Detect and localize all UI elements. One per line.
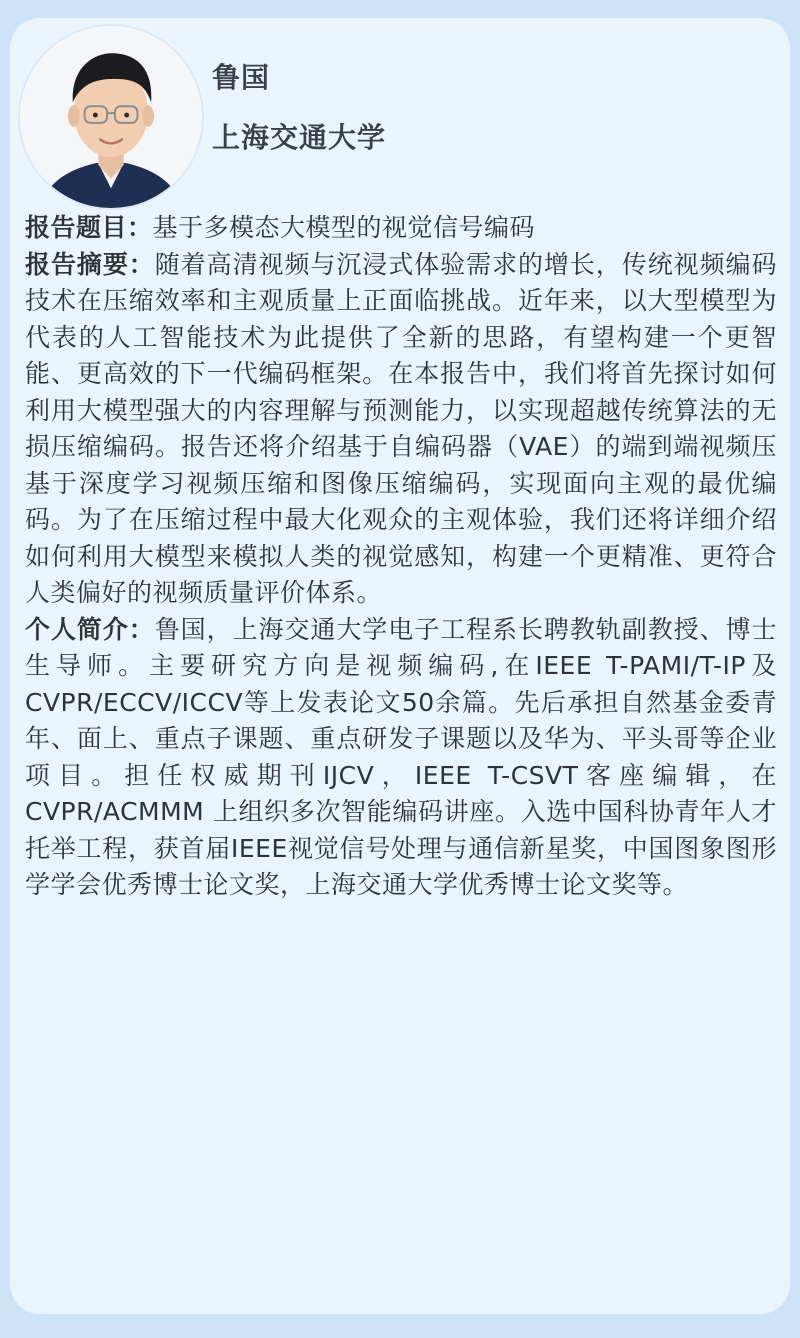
- speaker-photo: [20, 26, 202, 208]
- talk-title-label: 报告题目：: [25, 213, 153, 242]
- speaker-name: 鲁国: [212, 61, 271, 94]
- talk-title: 基于多模态大模型的视觉信号编码: [152, 213, 536, 242]
- talk-title-section: [25, 210, 777, 247]
- speaker-card: [10, 18, 790, 1314]
- talk-abstract: 随着高清视频与沉浸式体验需求的增长，传统视频编码技术在压缩效率和主观质量上正面临挑战。近年来，以大型模型为代表的人工智能技术为此提供了全新的思路，有望构建一个更智能、更高效的下一代编码框架。在本报告中，我们将首先探讨如何利用大模型强大的内容理解与预测能力，以实现超越传统算法的无损压缩编码。报告还将介绍基于自编码器（VAE）的端到端视频压基于深度学习视频压缩和图像压缩编码，实现面向主观的最优编码。为了在压缩过程中最大化观众的主观体验，我们还将详细介绍如何利用大模型来模拟人类的视觉感知，构建一个更精准、更符合人类偏好的视频质量评价体系。: [25, 249, 777, 607]
- speaker-affiliation: 上海交通大学: [212, 121, 387, 154]
- talk-abstract-label: 报告摘要：: [25, 249, 155, 279]
- bio-label: 个人简介：: [25, 614, 155, 644]
- talk-abstract-section: [25, 247, 777, 612]
- bio-section: [25, 612, 777, 904]
- bio-text: 鲁国，上海交通大学电子工程系长聘教轨副教授、博士生导师。主要研究方向是视频编码,在IEEE T-PAMI/T-IP及CVPR/ECCV/ICCV等上发表论文50余篇。先后承担自然基金委青年、面上、重点子课题、重点研发子课题以及华为、平头哥等企业项目。担任权威期刊IJCV，IEEE T-CSVT客座编辑，在 CVPR/ACMMM 上组织多次智能编码讲座。入选中国科协青年人才托举工程，获首届IEEE视觉信号处理与通信新星奖，中国图象图形学学会优秀博士论文奖，上海交通大学优秀博士论文奖等。: [25, 614, 777, 899]
- talk-details: [25, 210, 777, 904]
- avatar: [18, 24, 204, 210]
